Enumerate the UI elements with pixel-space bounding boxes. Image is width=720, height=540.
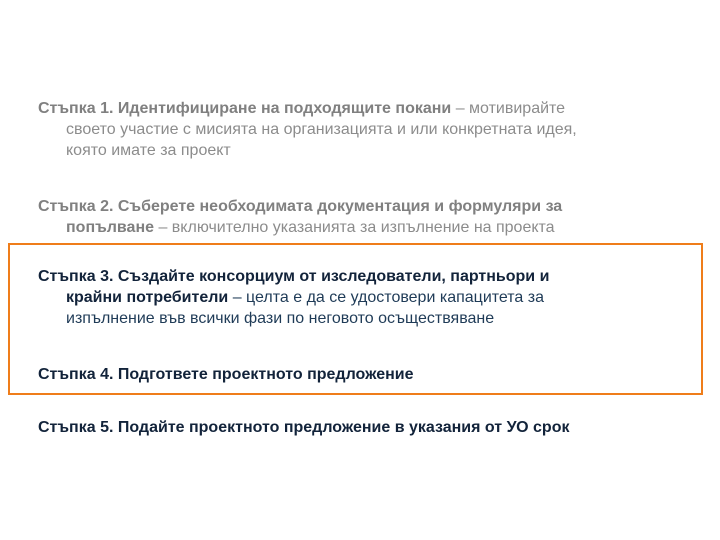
step-1-line-1 — [38, 98, 678, 119]
step-1-text: своето участие с мисията на организацията и или конкретната идея, — [66, 121, 577, 138]
step-2-title: Стъпка 2. Съберете необходимата документация и формуляри за — [38, 198, 563, 215]
step-5-title: Стъпка 5. Подайте проектното предложение в указания от УО срок — [38, 419, 570, 436]
step-3-line-3 — [38, 308, 678, 329]
step-3-title: крайни потребители — [66, 289, 229, 306]
step-1-text: – мотивирайте — [451, 100, 566, 117]
step-4-title: Стъпка 4. Подгответе проектното предложение — [38, 366, 414, 383]
step-3-line-1 — [38, 266, 678, 287]
step-2 — [38, 196, 678, 238]
step-3-text: – целта е да се удостовери капацитета за — [228, 289, 544, 306]
step-2-title: попълване — [66, 219, 155, 236]
step-2-line-2 — [38, 217, 678, 238]
step-3-title: Стъпка 3. Създайте консорциум от изследователи, партньори и — [38, 268, 550, 285]
step-1-line-3 — [38, 140, 678, 161]
step-5-line-1 — [38, 417, 678, 438]
step-4 — [38, 364, 678, 385]
step-1 — [38, 98, 678, 161]
step-1-text: която имате за проект — [66, 142, 231, 159]
step-5 — [38, 417, 678, 438]
step-2-text: – включително указанията за изпълнение на проекта — [154, 219, 555, 236]
step-3 — [38, 266, 678, 329]
step-1-line-2 — [38, 119, 678, 140]
step-1-title: Стъпка 1. Идентифициране на подходящите покани — [38, 100, 452, 117]
step-2-line-1 — [38, 196, 678, 217]
step-3-text: изпълнение във всички фази по неговото осъществяване — [66, 310, 495, 327]
step-3-line-2 — [38, 287, 678, 308]
step-4-line-1 — [38, 364, 678, 385]
